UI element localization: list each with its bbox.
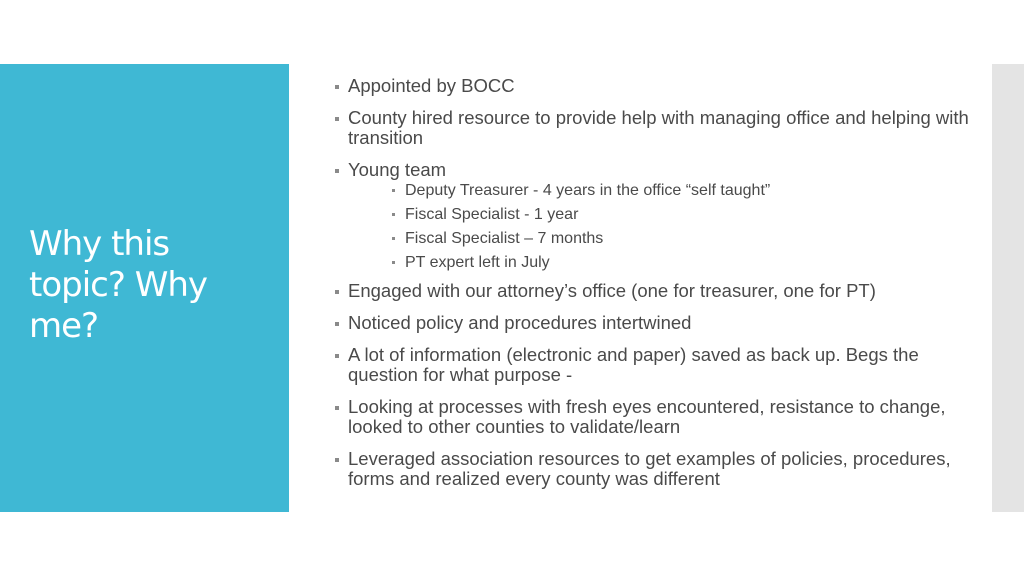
bullet-item: [333, 281, 973, 301]
bullet-icon: [335, 169, 339, 173]
sub-bullet-text: Deputy Treasurer - 4 years in the office “self taught”: [405, 182, 771, 199]
sub-bullet-text: Fiscal Specialist – 7 months: [405, 230, 604, 247]
bullet-icon: [335, 85, 339, 89]
sub-bullet-text: PT expert left in July: [405, 254, 550, 271]
bullet-icon: [335, 290, 339, 294]
bullet-item: [333, 397, 973, 437]
sub-bullet-item: [348, 229, 973, 249]
bullet-icon: [335, 354, 339, 358]
bullet-content: [333, 76, 973, 501]
sub-bullet-list: [348, 181, 973, 273]
bullet-icon: [335, 322, 339, 326]
bullet-text: Looking at processes with fresh eyes encountered, resistance to change, looked to other counties to validate/learn: [348, 396, 946, 437]
sub-bullet-icon: [392, 237, 395, 240]
bullet-item: [333, 108, 973, 148]
right-side-bar: [992, 64, 1024, 512]
bullet-list: [333, 76, 973, 489]
bullet-text: Leveraged association resources to get examples of policies, procedures, forms and realized every county was different: [348, 448, 951, 489]
bullet-item: [333, 313, 973, 333]
bullet-item: [333, 449, 973, 489]
bullet-text: A lot of information (electronic and paper) saved as back up. Begs the question for what purpose -: [348, 344, 919, 385]
sub-bullet-icon: [392, 189, 395, 192]
sub-bullet-item: [348, 205, 973, 225]
bullet-icon: [335, 406, 339, 410]
bullet-text: Appointed by BOCC: [348, 75, 515, 96]
bullet-text: Young team: [348, 159, 447, 180]
bullet-item-young-team: [333, 160, 973, 273]
sub-bullet-icon: [392, 261, 395, 264]
bullet-text: Engaged with our attorney’s office (one for treasurer, one for PT): [348, 280, 876, 301]
bullet-icon: [335, 458, 339, 462]
bullet-text: County hired resource to provide help with managing office and helping with transition: [348, 107, 969, 148]
bullet-item: [333, 76, 973, 96]
sub-bullet-item: [348, 181, 973, 201]
sub-bullet-item: [348, 253, 973, 273]
bullet-text: Noticed policy and procedures intertwined: [348, 312, 692, 333]
sub-bullet-icon: [392, 213, 395, 216]
bullet-item: [333, 345, 973, 385]
bullet-icon: [335, 117, 339, 121]
sub-bullet-text: Fiscal Specialist - 1 year: [405, 206, 579, 223]
slide-title: Why this topic? Why me?: [29, 224, 207, 346]
